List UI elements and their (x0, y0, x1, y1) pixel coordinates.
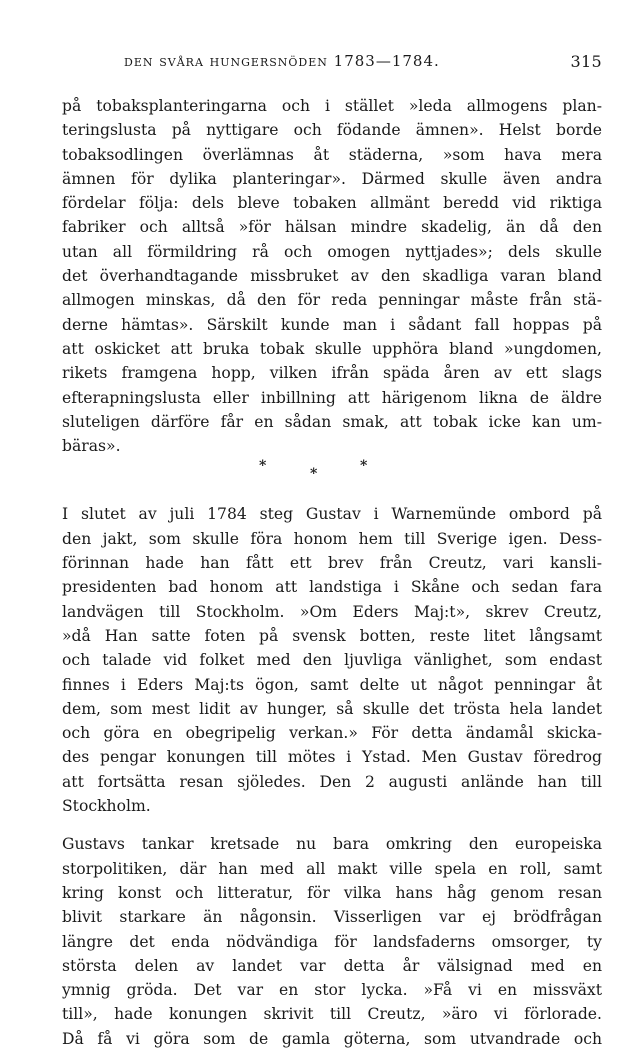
text-line: ämnen för dylika planteringar». Därmed skulle även andra (62, 169, 602, 188)
text-line: Då få vi göra som de gamla göterna, som utvandrade och (62, 1029, 602, 1048)
text-line: allmogen minskas, då den för reda penningar måste från stä- (62, 291, 602, 310)
running-title: den svåra hungersnöden 1783—1784. (124, 52, 440, 70)
text-line: ymnig gröda. Det var en stor lycka. »Få vi en missväxt (62, 981, 602, 1000)
text-line: Gustavs tankar kretsade nu bara omkring den europeiska (62, 835, 602, 854)
text-line: förinnan hade han fått ett brev från Creutz, vari kansli- (62, 554, 602, 573)
text-line: landvägen till Stockholm. »Om Eders Maj:t», skrev Creutz, (62, 602, 602, 621)
section-break-asterism (62, 458, 602, 498)
text-line: bäras». (62, 437, 121, 456)
text-line: Stockholm. (62, 797, 151, 816)
asterisk-ornament: * (259, 458, 267, 475)
text-line: tobaksodlingen överlämnas åt städerna, »som hava mera (62, 145, 602, 164)
book-page (62, 46, 602, 1051)
text-line: på tobaksplanteringarna och i stället »leda allmogens plan- (62, 97, 602, 115)
text-line: finnes i Eders Maj:ts ögon, samt delte ut något penningar åt (62, 675, 602, 694)
text-line: I slutet av juli 1784 steg Gustav i Warnemünde ombord på (62, 505, 602, 524)
text-line: »då Han satte foten på svensk botten, reste litet långsamt (62, 626, 602, 645)
text-line: sluteligen därföre får en sådan smak, att tobak icke kan um- (62, 412, 602, 431)
text-line: rikets framgena hopp, vilken ifrån späda åren av ett slags (62, 364, 602, 383)
text-line: att oskicket att bruka tobak skulle upphöra bland »ungdomen, (62, 339, 602, 358)
text-line: kring konst och litteratur, för vilka hans håg genom resan (62, 883, 602, 902)
text-line: fabriker och alltså »för hälsan mindre skadelig, än då den (62, 218, 602, 237)
text-line: största delen av landet var detta år välsignad med en (62, 956, 602, 975)
text-line: och göra en obegripelig verkan.» För detta ändamål skicka- (62, 724, 602, 743)
text-line: fördelar följa: dels bleve tobaken allmänt beredd vid riktiga (62, 194, 602, 213)
page-number: 315 (570, 52, 602, 71)
text-line: och talade vid folket med den ljuvliga vänlighet, som endast (62, 651, 602, 670)
text-line: utan all förmildring rå och omogen nyttjades»; dels skulle (62, 242, 602, 261)
text-line: efterapningslusta eller inbillning att härigenom likna de äldre (62, 388, 602, 407)
paragraph-gap (62, 818, 602, 832)
text-line: teringslusta på nyttigare och födande ämnen». Helst borde (62, 121, 602, 140)
text-line: den jakt, som skulle föra honom hem till Sverige igen. Dess- (62, 529, 602, 548)
asterisk-ornament: * (360, 458, 368, 475)
text-line: att fortsätta resan sjöledes. Den 2 augusti anlände han till (62, 772, 602, 791)
text-line: blivit starkare än någonsin. Visserligen var ej brödfrågan (62, 908, 602, 927)
text-line: längre det enda nödvändiga för landsfaderns omsorger, ty (62, 932, 602, 951)
text-line: till», hade konungen skrivit till Creutz, »äro vi förlorade. (62, 1005, 602, 1024)
running-head (62, 46, 602, 76)
text-line: storpolitiken, där han med all makt ville spela en roll, samt (62, 859, 602, 878)
text-line: des pengar konungen till mötes i Ystad. Men Gustav föredrog (62, 748, 602, 767)
text-line: presidenten bad honom att landstiga i Skåne och sedan fara (62, 578, 602, 597)
text-line: dem, som mest lidit av hunger, så skulle det trösta hela landet (62, 699, 602, 718)
paragraph-continuation (62, 94, 602, 458)
asterisk-ornament: * (310, 466, 318, 483)
paragraph-gustav-politics (62, 832, 602, 1051)
paragraph-gustav-return (62, 502, 602, 818)
text-line: det överhandtagande missbruket av den skadliga varan bland (62, 267, 602, 286)
text-line: derne hämtas». Särskilt kunde man i sådant fall hoppas på (62, 315, 602, 334)
